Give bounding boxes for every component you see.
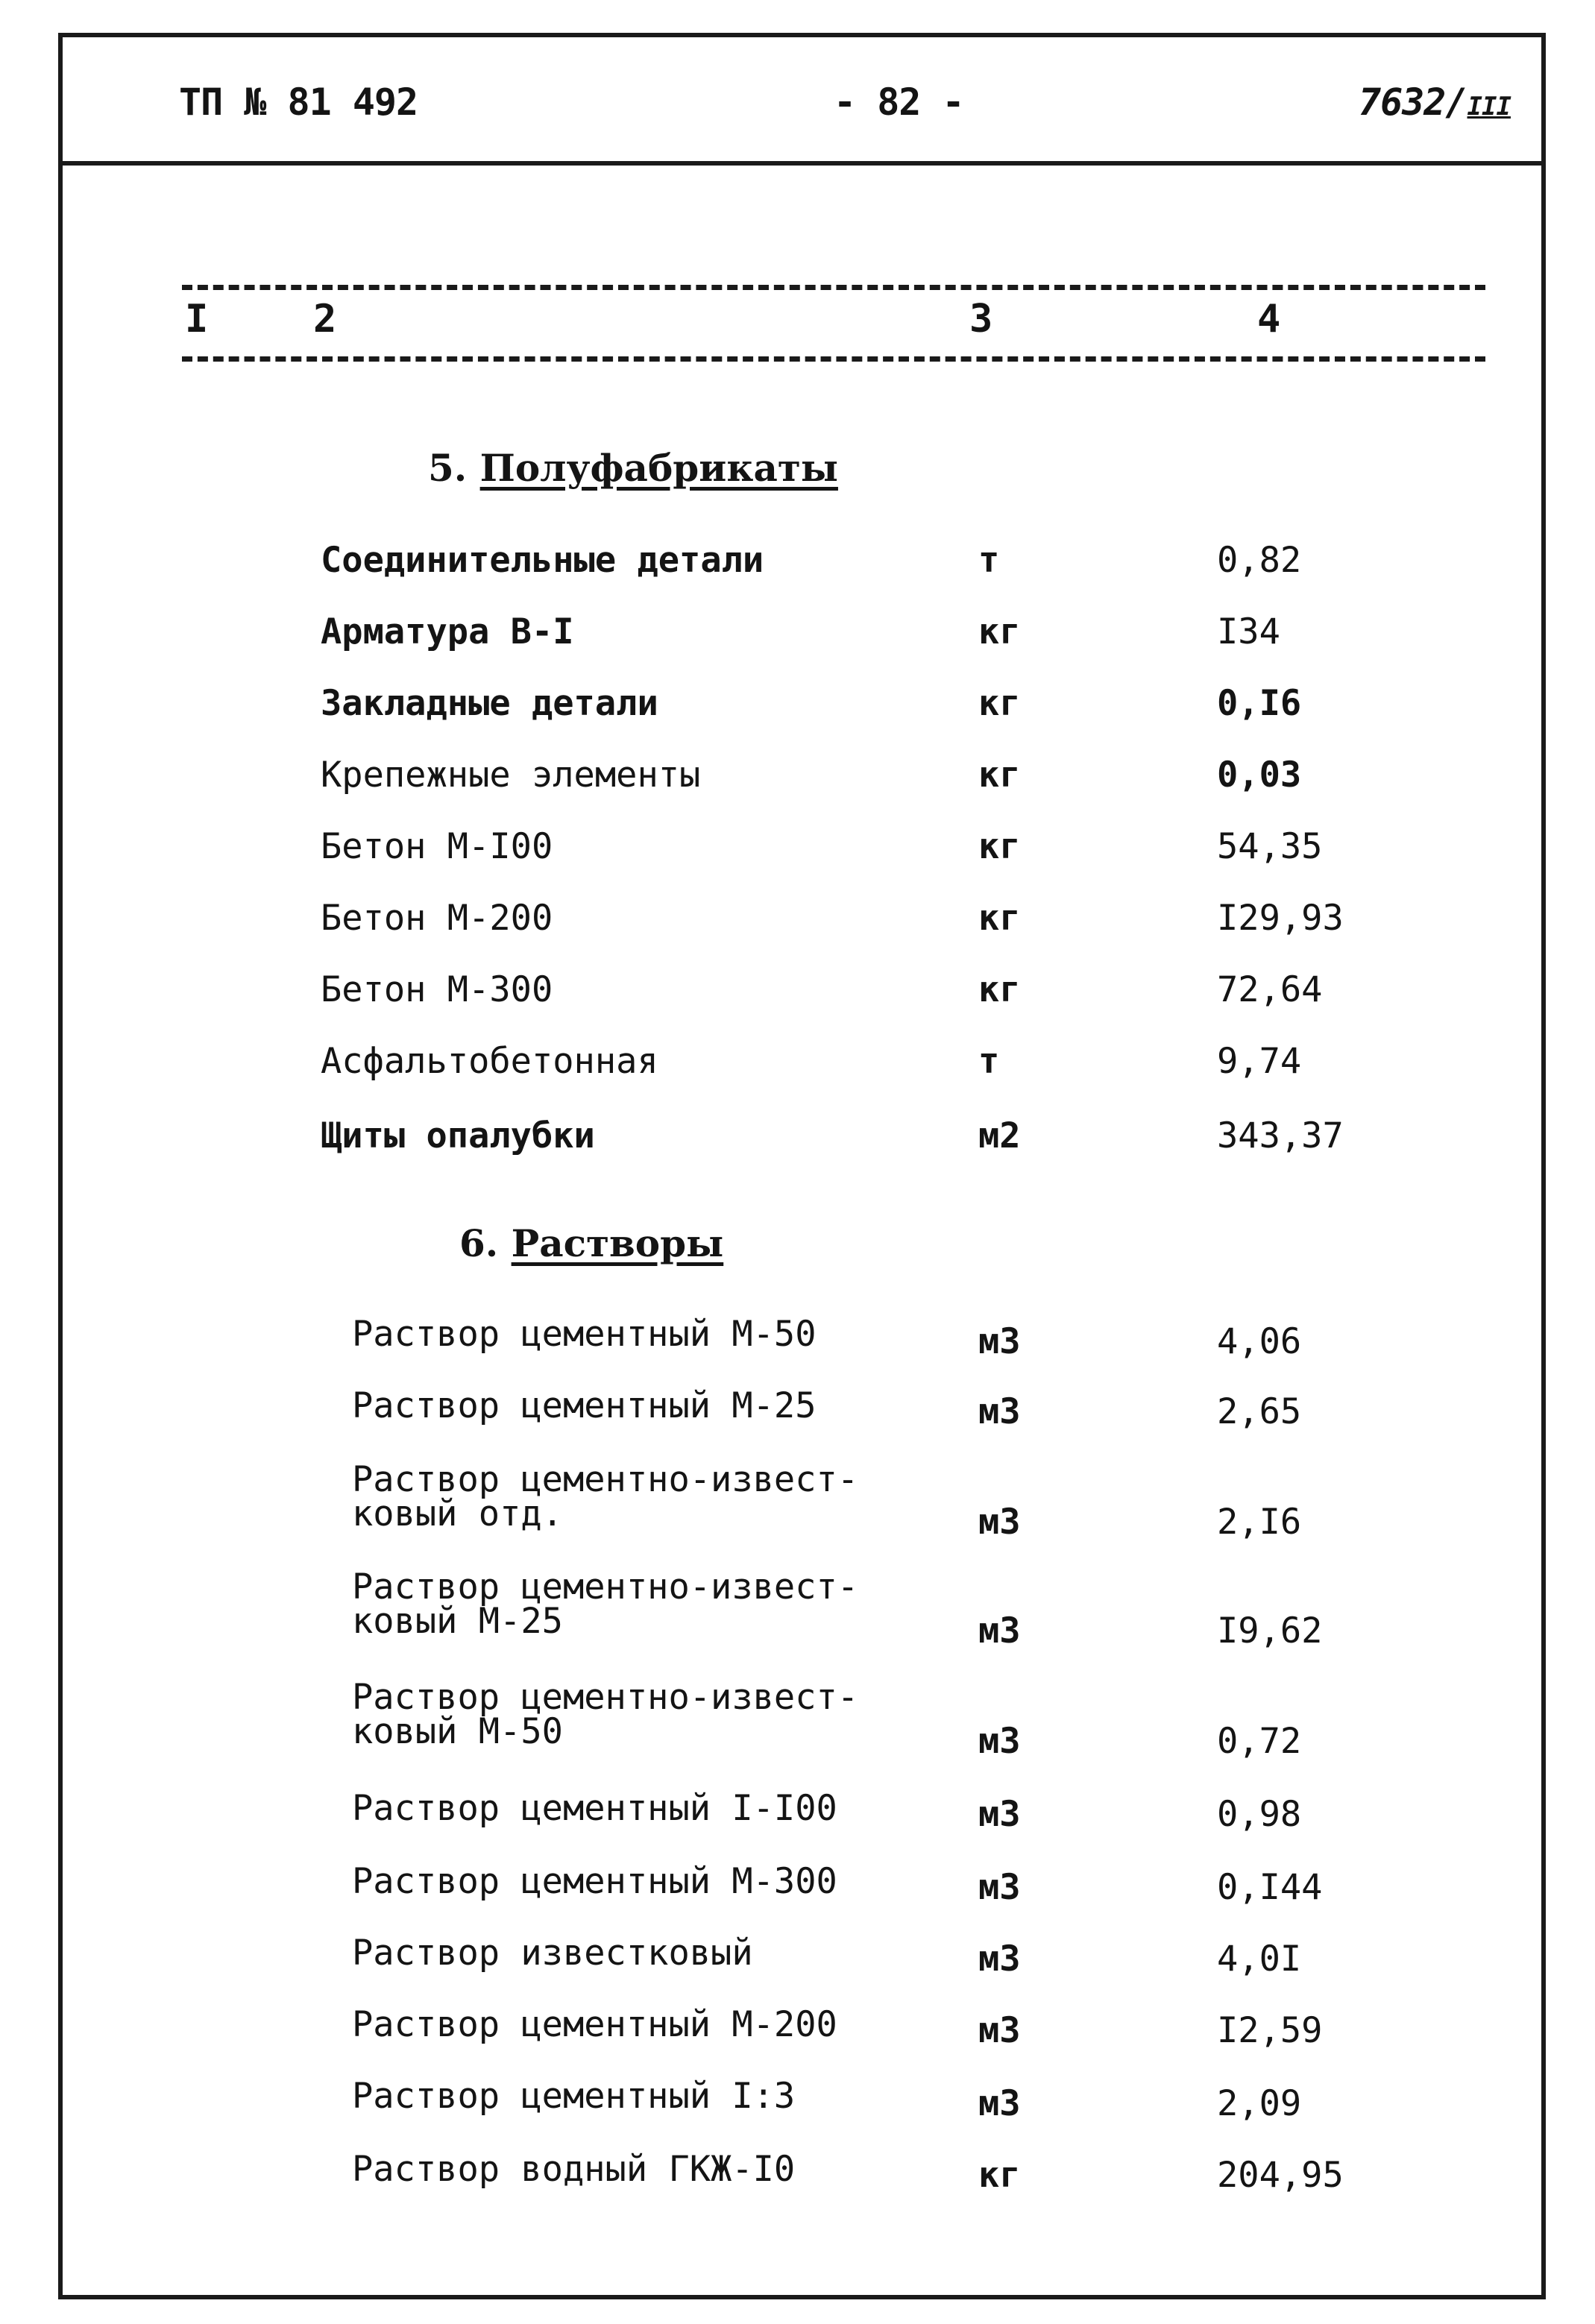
table-row-value: I2,59 <box>1217 2010 1323 2051</box>
table-row-name-line2: ковый М-25 <box>352 1601 563 1642</box>
table-header-bottom-rule <box>182 356 1485 362</box>
table-row-unit: кг <box>978 2155 1021 2196</box>
sheet-number-main: 7632 <box>1359 81 1446 124</box>
table-row-unit: м2 <box>978 1115 1021 1156</box>
table-row-value: 0,I6 <box>1217 683 1302 724</box>
table-row-unit: кг <box>978 611 1021 652</box>
column-number-3: 3 <box>969 297 993 341</box>
section-6-heading: Растворы <box>511 1221 724 1265</box>
table-row-unit: м3 <box>978 1721 1021 1762</box>
table-row-name-line2: ковый М-50 <box>352 1711 563 1752</box>
document-code: ТП № 81 492 <box>179 81 418 124</box>
table-row-unit: т <box>978 540 1000 581</box>
table-row-name: Раствор цементный М-300 <box>352 1861 837 1902</box>
table-row-name: Бетон М-300 <box>321 969 553 1010</box>
table-row-unit: кг <box>978 755 1021 796</box>
table-row-unit: кг <box>978 826 1021 867</box>
section-6-number: 6. <box>459 1221 499 1265</box>
table-header-top-rule <box>182 285 1485 290</box>
table-row-name: Бетон М-200 <box>321 898 553 939</box>
table-row-name-line1: Раствор цементно-извест- <box>352 1459 859 1500</box>
table-row-unit: т <box>978 1041 1000 1082</box>
table-row-unit: м3 <box>978 1794 1021 1835</box>
column-number-4: 4 <box>1257 297 1281 341</box>
table-row-value: 9,74 <box>1217 1041 1302 1082</box>
table-row-name-line1: Раствор цементно-извест- <box>352 1677 859 1718</box>
table-row-name: Бетон М-I00 <box>321 826 553 867</box>
table-row-name: Раствор водный ГКЖ-I0 <box>352 2149 796 2190</box>
table-row-unit: м3 <box>978 2083 1021 2124</box>
table-row-unit: м3 <box>978 1939 1021 1980</box>
table-row-value: 0,98 <box>1217 1794 1302 1835</box>
table-row-name: Щиты опалубки <box>321 1115 595 1156</box>
table-row-value: 4,06 <box>1217 1321 1302 1362</box>
header-divider <box>58 161 1546 166</box>
table-row-name: Раствор известковый <box>352 1933 753 1974</box>
page-number: - 82 - <box>834 81 964 124</box>
table-row-value: 343,37 <box>1217 1115 1344 1156</box>
table-row-unit: м3 <box>978 1502 1021 1543</box>
section-6-title <box>459 1221 723 1265</box>
table-row-value: 72,64 <box>1217 969 1323 1010</box>
table-row-value: 2,I6 <box>1217 1502 1302 1543</box>
table-row-value: 0,82 <box>1217 540 1302 581</box>
table-row-unit: м3 <box>978 1321 1021 1362</box>
table-row-name: Крепежные элементы <box>321 755 701 796</box>
section-5-number: 5. <box>428 446 468 490</box>
table-row-name: Соединительные детали <box>321 540 764 581</box>
table-row-name: Раствор цементный I-I00 <box>352 1788 837 1829</box>
table-row-name: Раствор цементный I:3 <box>352 2076 796 2117</box>
page-frame <box>58 33 1546 2299</box>
table-row-value: 54,35 <box>1217 826 1323 867</box>
column-number-1: I <box>185 297 209 341</box>
table-row-value: 0,72 <box>1217 1721 1302 1762</box>
table-row-value: 204,95 <box>1217 2155 1344 2196</box>
table-row-value: 2,65 <box>1217 1391 1302 1432</box>
table-row-name: Асфальтобетонная <box>321 1041 658 1082</box>
sheet-number: 7632/III <box>1359 81 1511 124</box>
table-row-unit: м3 <box>978 1867 1021 1908</box>
column-number-2: 2 <box>313 297 337 341</box>
table-row-name: Закладные детали <box>321 683 658 724</box>
table-row-name: Раствор цементный М-50 <box>352 1314 817 1355</box>
table-row-value: 4,0I <box>1217 1939 1302 1980</box>
table-row-name-line1: Раствор цементно-извест- <box>352 1566 859 1607</box>
sheet-number-fraction: III <box>1467 92 1511 122</box>
table-row-name <box>352 1566 859 1642</box>
table-row-value: 0,03 <box>1217 755 1302 796</box>
table-row-name <box>352 1459 859 1534</box>
table-row-unit: кг <box>978 683 1021 724</box>
table-row-value: 2,09 <box>1217 2083 1302 2124</box>
table-row-value: I9,62 <box>1217 1610 1323 1651</box>
table-row-value: I34 <box>1217 611 1280 652</box>
table-row-name: Раствор цементный М-200 <box>352 2004 837 2045</box>
table-row-value: I29,93 <box>1217 898 1344 939</box>
table-row-name: Раствор цементный М-25 <box>352 1385 817 1426</box>
section-5-title <box>428 446 838 490</box>
table-row-name: Арматура В-I <box>321 611 574 652</box>
table-row-unit: м3 <box>978 1610 1021 1651</box>
section-5-heading: Полуфабрикаты <box>479 446 838 490</box>
table-row-value: 0,I44 <box>1217 1867 1323 1908</box>
table-row-unit: кг <box>978 898 1021 939</box>
table-row-unit: кг <box>978 969 1021 1010</box>
table-row-name <box>352 1677 859 1752</box>
table-row-unit: м3 <box>978 1391 1021 1432</box>
table-row-name-line2: ковый отд. <box>352 1493 563 1534</box>
table-row-unit: м3 <box>978 2010 1021 2051</box>
